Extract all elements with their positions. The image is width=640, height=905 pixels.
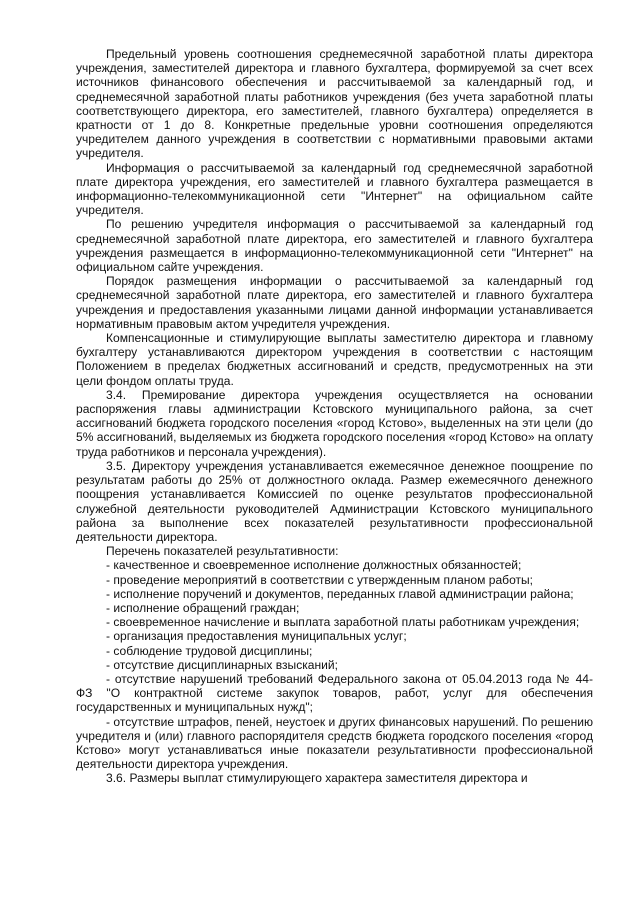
list-item-procurement-law: - отсутствие нарушений требований Федерального закона от 05.04.2013 года № 44-ФЗ "О контрактной системе закупок товаров, работ, услуг для обеспечения государственных и муниципальных нужд"; bbox=[76, 671, 593, 715]
paragraph-institution-site: По решению учредителя информация о рассчитываемой за календарный год среднемесячной заработной плате директора, его заместителей и главного бухгалтера учреждения размещается в информационно-телекоммуникационной сети "Интернет" на официальном сайте учреждения. bbox=[76, 217, 593, 275]
list-item-citizen-appeals: - исполнение обращений граждан; bbox=[106, 600, 300, 615]
paragraph-compensation-payments: Компенсационные и стимулирующие выплаты заместителю директора и главному бухгалтеру устанавливаются директором учреждения в соответствии с настоящим Положением в пределах бюджетных ассигнований и средств, предусмотренных на эти цели фондом оплаты труда. bbox=[76, 331, 593, 388]
paragraph-salary-ratio: Предельный уровень соотношения среднемесячной заработной платы директора учреждения, заместителей директора и главного бухгалтера, формируемой за счет всех источников финансового обеспечения и рассчитываемой за календарный год, и среднемесячной заработной платы работников учреждения (без учета заработной платы соответствующего директора, его заместителей, главного бухгалтера) определяется в кратности от 1 до 8. Конкретные предельные уровни соотношения определяются учредителем данного учреждения в соответствии с нормативными правовыми актами учредителя. bbox=[76, 47, 593, 161]
list-item-no-fines: - отсутствие штрафов, пеней, неустоек и других финансовых нарушений. По решению учредителя и (или) главного распорядителя средств бюджета городского поселения «город Кстово» могут устанавливаться иные показатели результативности профессиональной деятельности директора учреждения. bbox=[76, 714, 593, 772]
list-item-instructions: - исполнение поручений и документов, переданных главой администрации района; bbox=[106, 586, 574, 601]
list-item-duties: - качественное и своевременное исполнение должностных обязанностей; bbox=[106, 558, 522, 573]
list-item-no-penalties: - отсутствие дисциплинарных взысканий; bbox=[106, 657, 338, 672]
list-item-municipal-services: - организация предоставления муниципальных услуг; bbox=[106, 629, 407, 644]
paragraph-section-3-5: 3.5. Директору учреждения устанавливается ежемесячное денежное поощрение по результатам работы до 25% от должностного оклада. Размер ежемесячного денежного поощрения устанавливается Комиссией по оценке результатов профессиональной служебной деятельности руководителей Администрации Кстовского муниципального района за выполнение всех показателей результативности профессиональной деятельности директора. bbox=[76, 458, 593, 544]
paragraph-publication-procedure: Порядок размещения информации о рассчитываемой за календарный год среднемесячной заработной плате директора, его заместителей и главного бухгалтера учреждения и предоставления указанными лицами данной информации устанавливается нормативным правовым актом учредителя учреждения. bbox=[76, 274, 593, 331]
list-item-plan-events: - проведение мероприятий в соответствии с утвержденным планом работы; bbox=[106, 572, 534, 587]
list-item-labor-discipline: - соблюдение трудовой дисциплины; bbox=[106, 643, 313, 658]
paragraph-indicators-heading: Перечень показателей результативности: bbox=[106, 544, 339, 559]
paragraph-section-3-6: 3.6. Размеры выплат стимулирующего характера заместителя директора и bbox=[106, 771, 528, 786]
paragraph-info-publication: Информация о рассчитываемой за календарный год среднемесячной заработной плате директора учреждения, его заместителей и главного бухгалтера размещается в информационно-телекоммуникационной сети "Интернет" на официальном сайте учредителя. bbox=[76, 160, 593, 218]
paragraph-section-3-4: 3.4. Премирование директора учреждения осуществляется на основании распоряжения главы администрации Кстовского муниципального района, за счет ассигнований бюджета городского поселения «город Кстово», выделенных на эти цели (до 5% ассигнований, выделяемых из бюджета городского поселения «город Кстово» на оплату труда работников и персонала учреждения). bbox=[76, 387, 593, 459]
list-item-salary-payment: - своевременное начисление и выплата заработной платы работникам учреждения; bbox=[106, 615, 580, 630]
